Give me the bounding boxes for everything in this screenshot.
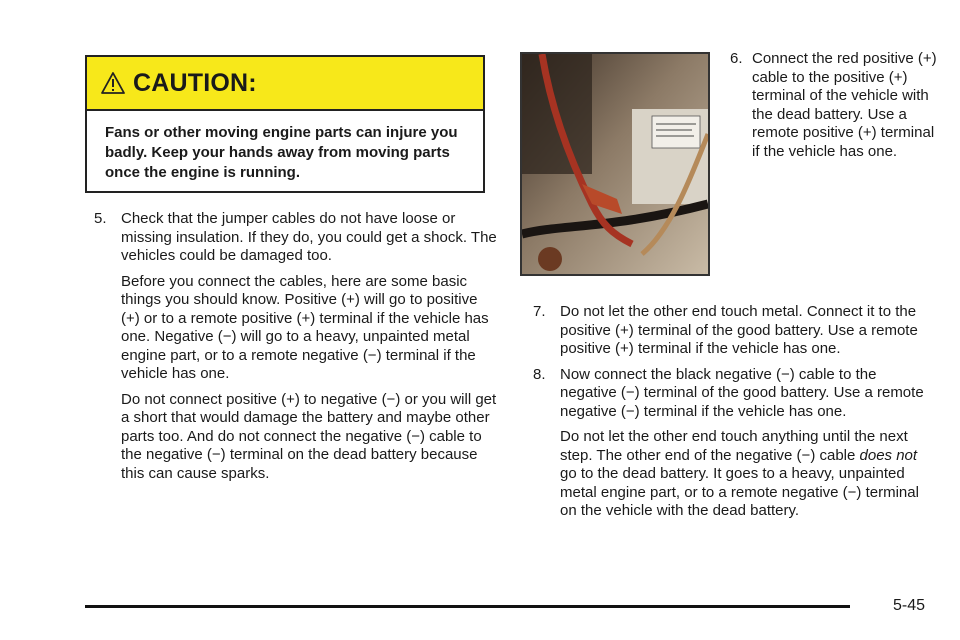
left-column — [85, 210, 500, 490]
emphasis-text: does not — [859, 446, 918, 464]
caution-header — [87, 57, 483, 111]
warning-triangle-icon — [101, 71, 125, 95]
step-number: 5. — [94, 210, 107, 227]
page-number: 5-45 — [893, 597, 926, 614]
paragraph-text-end: go to the dead battery. It goes to a heavy, unpainted metal engine part, or to a remote negative (−) terminal on the vehicle with the dead battery. — [560, 465, 919, 519]
step-8-paragraph — [524, 428, 934, 521]
step-number: 7. — [533, 303, 546, 320]
step-7 — [524, 303, 934, 359]
step-number: 8. — [533, 365, 546, 383]
caution-title: CAUTION: — [133, 68, 257, 97]
caution-text: Fans or other moving engine parts can injure you badly. Keep your hands away from moving parts once the engine is running. — [105, 124, 458, 181]
step-text: Do not let the other end touch metal. Connect it to the positive (+) terminal of the good battery. Use a remote positive (+) terminal if the vehicle has one. — [560, 303, 918, 357]
right-column — [524, 303, 934, 528]
paragraph-text-start: Do not let the other end touch anything until the next step. The other end of the negative (−) cable — [560, 428, 908, 464]
step-5 — [85, 210, 500, 266]
step-6-row — [722, 50, 942, 161]
step-5-paragraph-2: Do not connect positive (+) to negative (−) or you will get a short that would damage the battery and maybe other parts too. And do not connect the negative (−) cable to the negative (−) terminal on the dead battery because this can cause sparks. — [121, 390, 497, 482]
step-text: Connect the red positive (+) cable to the positive (+) terminal of the vehicle with the dead battery. Use a remote positive (+) terminal if the vehicle has one. — [752, 50, 937, 160]
step-8 — [524, 366, 934, 422]
engine-bay-illustration — [522, 54, 708, 274]
caution-box — [85, 55, 485, 193]
step-number: 6. — [730, 50, 743, 67]
step-text: Check that the jumper cables do not have loose or missing insulation. If they do, you could get a shock. The vehicles could be damaged too. — [121, 210, 497, 264]
footer-rule — [85, 605, 850, 608]
step-text: Now connect the black negative (−) cable to the negative (−) terminal of the good battery. Use a remote negative (−) terminal if the vehicle has one. — [560, 365, 924, 420]
jumper-cable-photo — [520, 52, 710, 276]
step-5-paragraph-1: Before you connect the cables, here are some basic things you should know. Positive (+) will go to positive (+) or to a remote positive (+) terminal if the vehicle has one. Negative (−) will go to a heavy, unpainted metal engine part, or to a remote negative (−) terminal if the vehicle has one. — [121, 272, 489, 382]
step-6 — [722, 50, 942, 168]
